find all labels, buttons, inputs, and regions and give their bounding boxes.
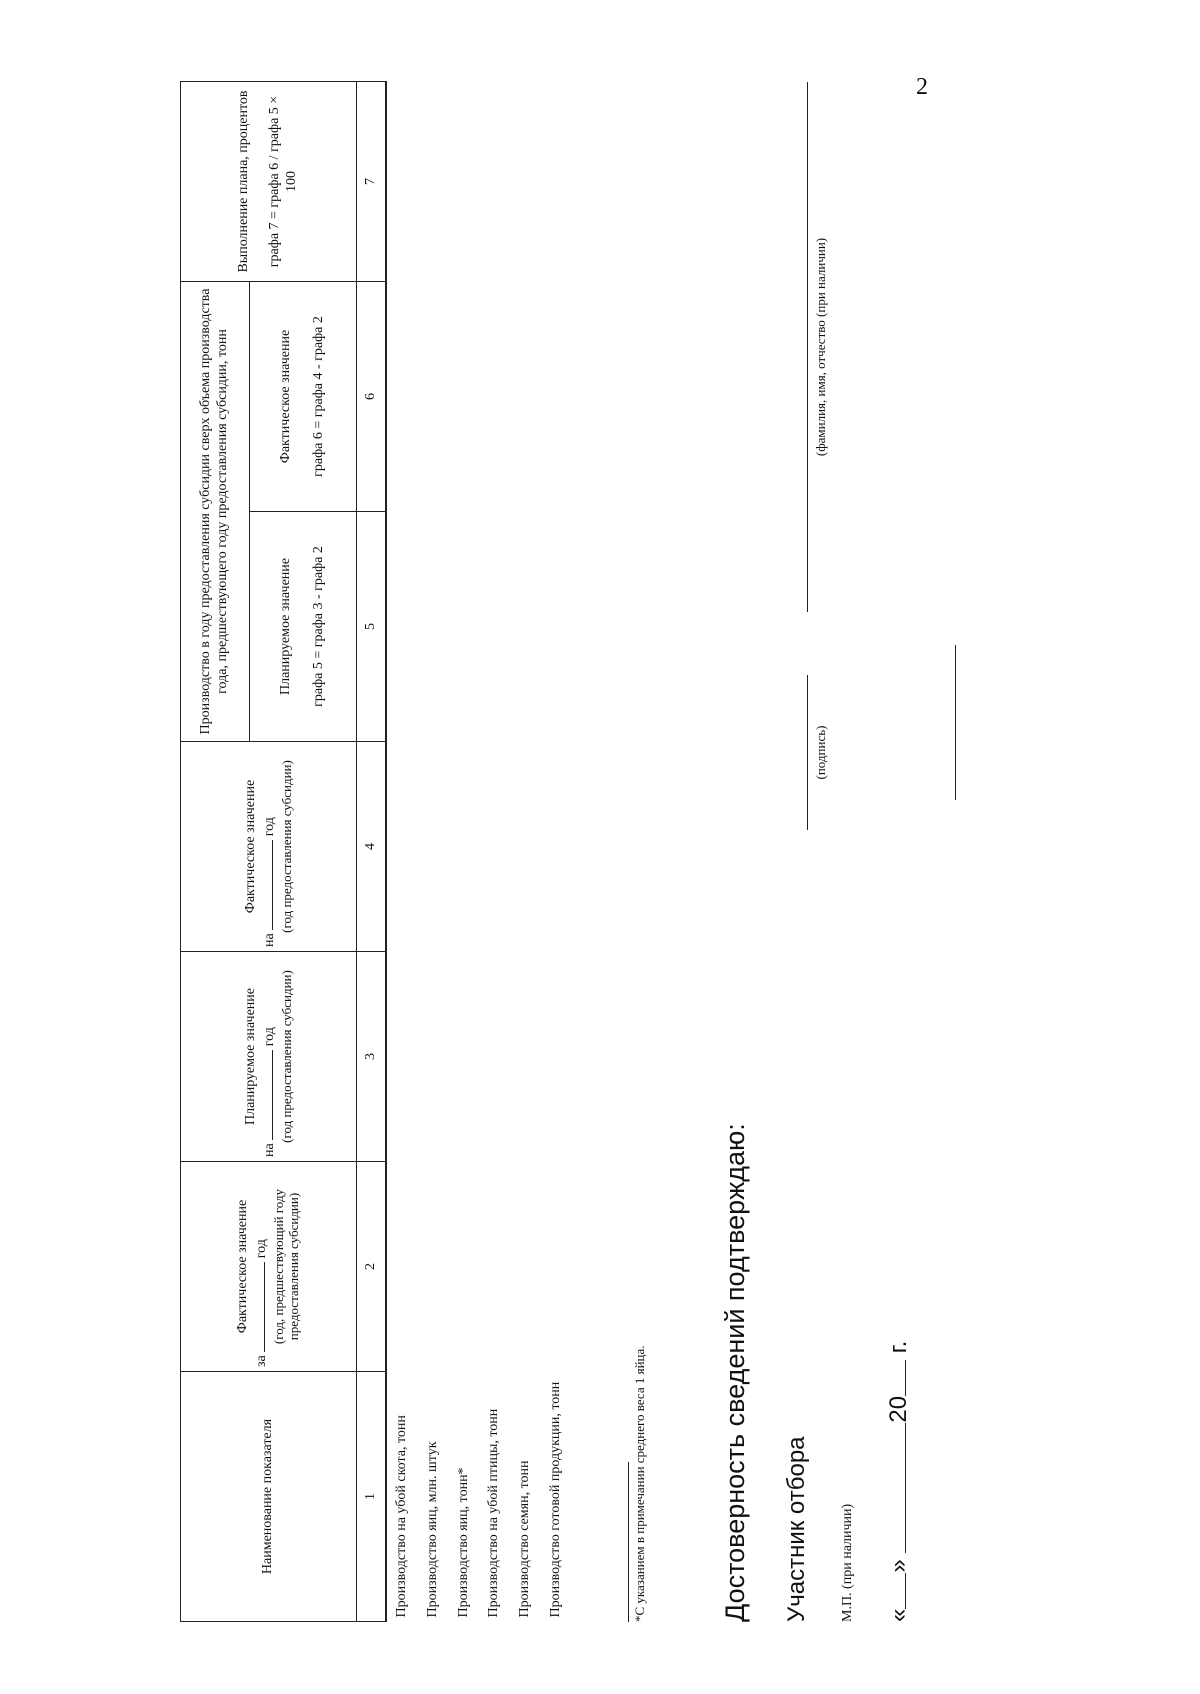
- date-close-quote: »: [885, 1559, 912, 1573]
- header-col2-suffix: год: [253, 1239, 269, 1259]
- confirmation-heading: Достоверность сведений подтверждаю:: [720, 1123, 750, 1622]
- header-col2-prefix: за: [253, 1355, 269, 1367]
- header-col2-title: Фактическое значение: [235, 1199, 251, 1334]
- footnote: *С указанием в примечании среднего веса 1 яйца.: [632, 1345, 647, 1622]
- header-group-surplus: Производство в году предоставления субсидии сверх объема производства года, предшествующего году предоставления субсидии, тонн: [181, 282, 250, 742]
- header-col4-prefix: на: [261, 933, 277, 947]
- header-col4-note: (год предоставления субсидии): [278, 760, 294, 933]
- header-col3-prefix: на: [261, 1143, 277, 1157]
- date-century: 20: [885, 1395, 912, 1423]
- date-line: [885, 1341, 913, 1622]
- table-row-label: Производство на убой скота, тонн: [394, 1415, 409, 1618]
- column-number: 3: [357, 952, 387, 1162]
- date-year-suffix: г.: [885, 1340, 912, 1354]
- header-col7-formula: графа 7 = графа 6 / графа 5 × 100: [267, 95, 299, 268]
- year-blank: [887, 1360, 906, 1396]
- year-blank: [252, 1262, 265, 1352]
- table-row-label: Производство на убой птицы, тонн: [486, 1408, 502, 1618]
- header-col2-line: [252, 1166, 271, 1367]
- stamp-label: М.П. (при наличии): [840, 1503, 855, 1622]
- header-col4-title: Фактическое значение: [242, 779, 258, 914]
- column-number: 4: [357, 742, 387, 952]
- signature-line: [807, 675, 808, 830]
- header-col4: [181, 742, 357, 952]
- header-col7-title: Выполнение плана, процентов: [236, 90, 252, 273]
- name-line: [807, 82, 808, 612]
- extra-signature-line: [955, 645, 956, 800]
- header-col3-title: Планируемое значение: [242, 988, 258, 1126]
- participant-label: Участник отбора: [783, 1436, 810, 1622]
- header-col5: [250, 512, 357, 742]
- header-col6-formula: графа 6 = графа 4 - графа 2: [311, 316, 326, 477]
- header-col7: [181, 82, 357, 282]
- header-col5-title: Планируемое значение: [278, 558, 294, 696]
- column-number: 5: [357, 512, 387, 742]
- table-row-label: Производство готовой продукции, тонн: [547, 1381, 563, 1618]
- column-number: 7: [357, 82, 387, 282]
- column-number: 2: [357, 1162, 387, 1372]
- header-col4-line: [260, 746, 279, 947]
- header-col3-suffix: год: [261, 1027, 277, 1047]
- rotated-form-sheet: [180, 82, 1190, 1622]
- table-row-label: Производство семян, тонн: [517, 1460, 533, 1618]
- report-table: [180, 81, 572, 1622]
- year-blank: [260, 840, 273, 930]
- column-number: 1: [357, 1372, 387, 1622]
- page-number: 2: [916, 74, 928, 100]
- header-col3-line: [260, 956, 279, 1157]
- day-blank: [887, 1573, 906, 1609]
- header-col3-note: (год предоставления субсидии): [278, 970, 294, 1143]
- header-col3: [181, 952, 357, 1162]
- year-blank: [260, 1050, 273, 1140]
- date-open-quote: «: [885, 1608, 912, 1622]
- table-row-label: Производство яиц, тонн*: [455, 1467, 471, 1618]
- month-blank: [887, 1423, 906, 1553]
- header-col6-title: Фактическое значение: [278, 329, 294, 464]
- header-indicator-name: Наименование показателя: [181, 1372, 357, 1622]
- column-number: 6: [357, 282, 387, 512]
- header-col2: [181, 1162, 357, 1372]
- header-col4-suffix: год: [261, 817, 277, 837]
- header-col5-formula: графа 5 = графа 3 - графа 2: [311, 546, 326, 707]
- name-caption: (фамилия, имя, отчество (при наличии): [813, 237, 828, 457]
- signature-caption: (подпись): [813, 725, 828, 780]
- header-col6: [250, 282, 357, 512]
- header-col2-note: (год, предшествующий году предоставления субсидии): [270, 1188, 302, 1345]
- table-row-label: Производство яиц, млн. штук: [424, 1441, 440, 1618]
- footnote-rule: [628, 1462, 629, 1622]
